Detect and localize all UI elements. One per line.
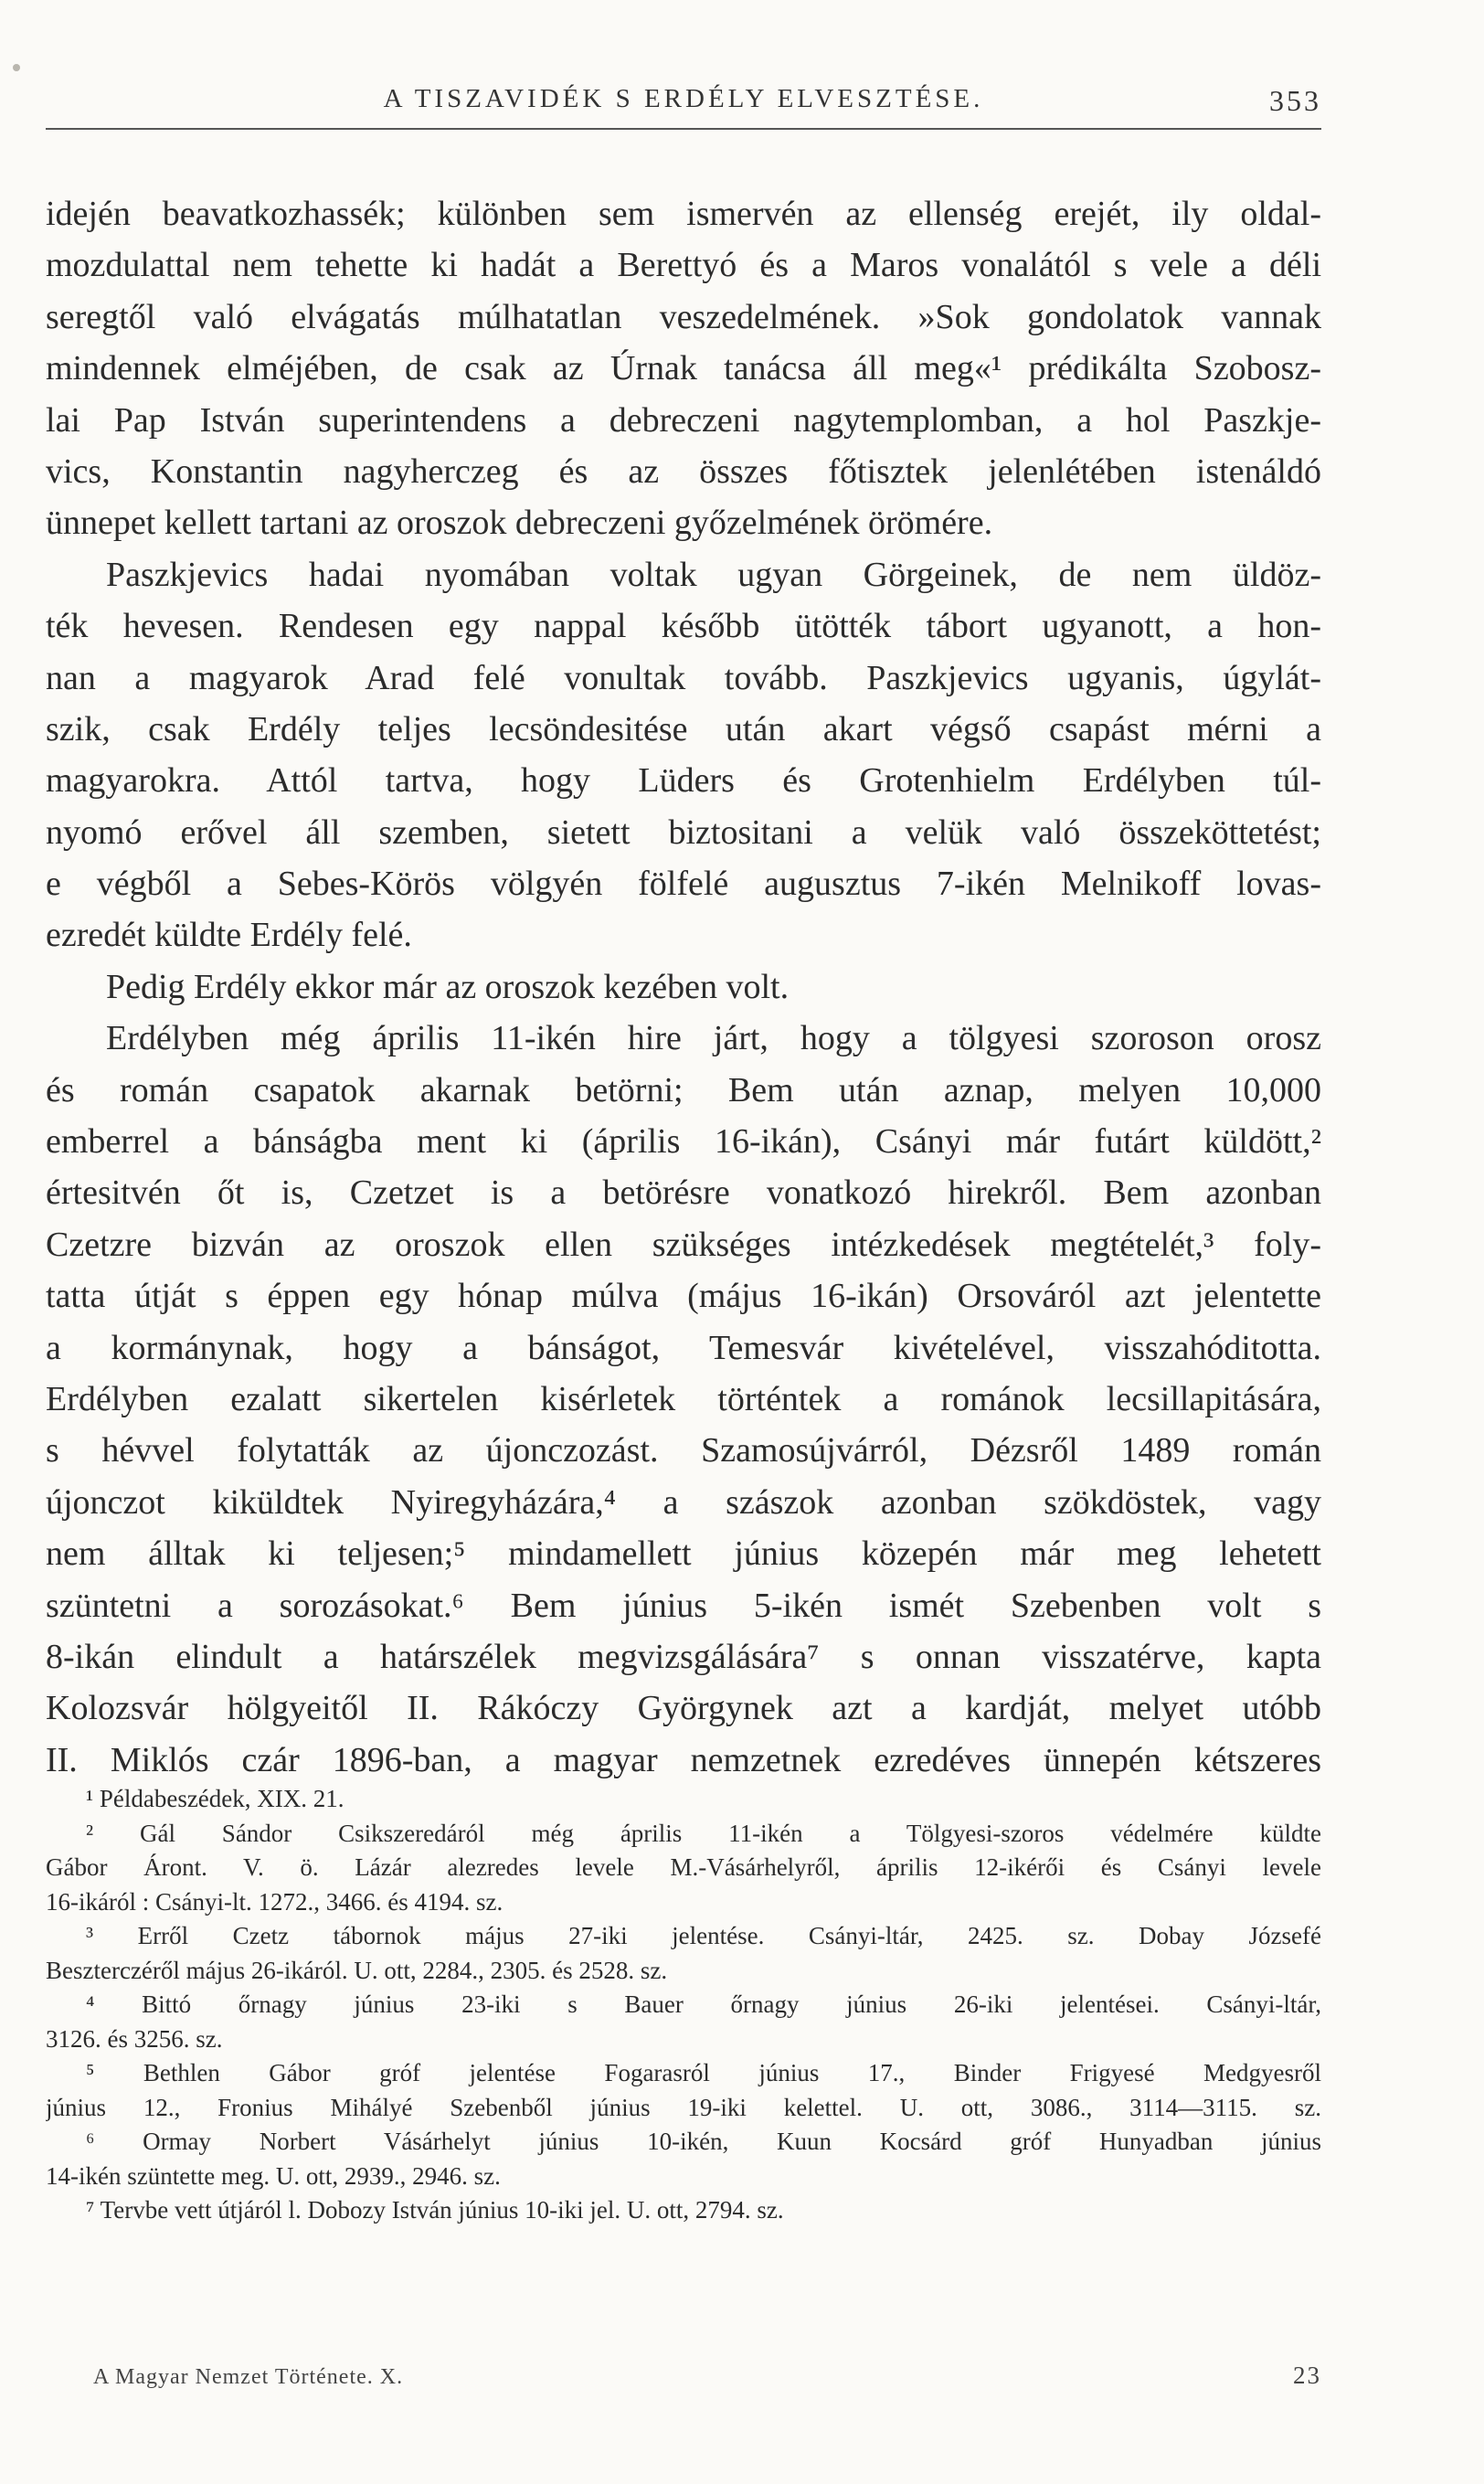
printer-signature: A Magyar Nemzet Története. X. <box>93 2365 404 2389</box>
footnote-line: ⁴ Bittó őrnagy június 23-iki s Bauer őrnagy június 26-iki jelentései. Csányi-ltár, <box>86 1990 1321 2018</box>
body-line: nan a magyarok Arad felé vonultak tovább. Paszkjevics ugyanis, úgylát- <box>46 658 1321 697</box>
body-line: Kolozsvár hölgyeitől II. Rákóczy Györgynek azt a kardját, melyet utóbb <box>46 1689 1321 1728</box>
header-rule <box>46 128 1321 130</box>
footnote-line: ⁷ Tervbe vett útjáról l. Dobozy István június 10-iki jel. U. ott, 2794. sz. <box>86 2196 784 2224</box>
footnote-line: 16-ikáról : Csányi-lt. 1272., 3466. és 4194. sz. <box>46 1887 504 1916</box>
footnote-line: ² Gál Sándor Csikszeredáról még április 11-ikén a Tölgyesi-szoros védelmére küldte <box>86 1819 1321 1847</box>
body-line: ünnepet kellett tartani az oroszok debreczeni győzelmének örömére. <box>46 504 993 543</box>
body-line: mindennek elméjében, de csak az Úrnak tanácsa áll meg«¹ prédikálta Szobosz- <box>46 349 1321 388</box>
body-line: vics, Konstantin nagyherczeg és az összes főtisztek jelenlétében istenáldó <box>46 451 1321 491</box>
paper-speck <box>13 64 20 71</box>
body-line: Erdélyben ezalatt sikertelen kisérletek történtek a románok lecsillapitására, <box>46 1379 1321 1418</box>
running-title: A TISZAVIDÉK S ERDÉLY ELVESZTÉSE. <box>383 84 984 113</box>
footnote-line: 14-ikén szüntette meg. U. ott, 2939., 2946. sz. <box>46 2161 501 2190</box>
body-line: nem álltak ki teljesen;⁵ mindamellett június közepén már meg lehetett <box>46 1534 1321 1574</box>
body-line: tatta útját s éppen egy hónap múlva (május 16-ikán) Orsováról azt jelentette <box>46 1277 1321 1316</box>
body-line: s hévvel folytatták az újonczozást. Szamosújvárról, Dézsről 1489 román <box>46 1431 1321 1470</box>
body-line: szik, csak Erdély teljes lecsöndesitése után akart végső csapást mérni a <box>46 709 1321 748</box>
body-line: Czetzre bizván az oroszok ellen szükséges intézkedések megtételét,³ foly- <box>46 1225 1321 1264</box>
body-line: 8-ikán elindult a határszélek megvizsgálására⁷ s onnan visszatérve, kapta <box>46 1637 1321 1676</box>
body-line: e végből a Sebes-Körös völgyén fölfelé augusztus 7-ikén Melnikoff lovas- <box>46 865 1321 904</box>
body-line: nyomó erővel áll szemben, sietett biztositani a velük való összeköttetést; <box>46 812 1321 852</box>
body-line: seregtől való elvágatás múlhatatlan veszedelmének. »Sok gondolatok vannak <box>46 297 1321 336</box>
body-line: a kormánynak, hogy a bánságot, Temesvár kivételével, visszahóditotta. <box>46 1328 1321 1367</box>
body-line: ezredét küldte Erdély felé. <box>46 916 412 955</box>
footnote-line: ⁶ Ormay Norbert Vásárhelyt június 10-ikén, Kuun Kocsárd gróf Hunyadban június <box>86 2128 1321 2155</box>
footnote-line: ⁵ Bethlen Gábor gróf jelentése Fogarasról június 17., Binder Frigyesé Medgyesről <box>86 2059 1321 2086</box>
footnote-line: Beszterczéről május 26-ikáról. U. ott, 2284., 2305. és 2528. sz. <box>46 1956 668 1984</box>
footnote-line: ¹ Példabeszédek, XIX. 21. <box>86 1785 344 1812</box>
body-line: II. Miklós czár 1896-ban, a magyar nemzetnek ezredéves ünnepén kétszeres <box>46 1740 1321 1779</box>
body-line: mozdulattal nem tehette ki hadát a Berettyó és a Maros vonalától s vele a déli <box>46 246 1321 285</box>
body-line: Paszkjevics hadai nyomában voltak ugyan Görgeinek, de nem üldöz- <box>106 555 1321 594</box>
body-line: ték hevesen. Rendesen egy nappal később ütötték tábort ugyanott, a hon- <box>46 607 1321 646</box>
body-line: emberrel a bánságba ment ki (április 16-ikán), Csányi már futárt küldött,² <box>46 1122 1321 1162</box>
footnote-line: június 12., Fronius Mihályé Szebenből június 19-iki kelettel. U. ott, 3086., 3114—3115. sz. <box>46 2093 1321 2121</box>
running-head <box>46 84 1321 124</box>
body-line: lai Pap István superintendens a debreczeni nagytemplomban, a hol Paszkje- <box>46 400 1321 440</box>
body-line: Erdélyben még április 11-ikén hire járt, hogy a tölgyesi szoroson orosz <box>106 1019 1321 1058</box>
footnote-line: 3126. és 3256. sz. <box>46 2024 223 2053</box>
body-text <box>46 188 1321 1786</box>
body-line: értesitvén őt is, Czetzet is a betörésre vonatkozó hirekről. Bem azonban <box>46 1173 1321 1213</box>
footnote-line: Gábor Áront. V. ö. Lázár alezredes levele M.-Vásárhelyről, április 12-ikérői és Csányi levele <box>46 1853 1321 1881</box>
footnote-line: ³ Erről Czetz tábornok május 27-iki jelentése. Csányi-ltár, 2425. sz. Dobay Józsefé <box>86 1922 1321 1949</box>
signature-mark: 23 <box>1293 2362 1321 2389</box>
body-line: szüntetni a sorozásokat.⁶ Bem június 5-ikén ismét Szebenben volt s <box>46 1586 1321 1625</box>
footnotes <box>46 1782 1321 2228</box>
page-number: 353 <box>1269 84 1321 117</box>
body-line: és román csapatok akarnak betörni; Bem után aznap, melyen 10,000 <box>46 1070 1321 1109</box>
body-line: újonczot kiküldtek Nyiregyházára,⁴ a szászok azonban szökdöstek, vagy <box>46 1482 1321 1522</box>
body-line: idején beavatkozhassék; különben sem ismervén az ellenség erejét, ily oldal- <box>46 195 1321 233</box>
body-line: Pedig Erdély ekkor már az oroszok kezében volt. <box>106 967 790 1006</box>
body-line: magyarokra. Attól tartva, hogy Lüders és Grotenhielm Erdélyben túl- <box>46 761 1321 801</box>
